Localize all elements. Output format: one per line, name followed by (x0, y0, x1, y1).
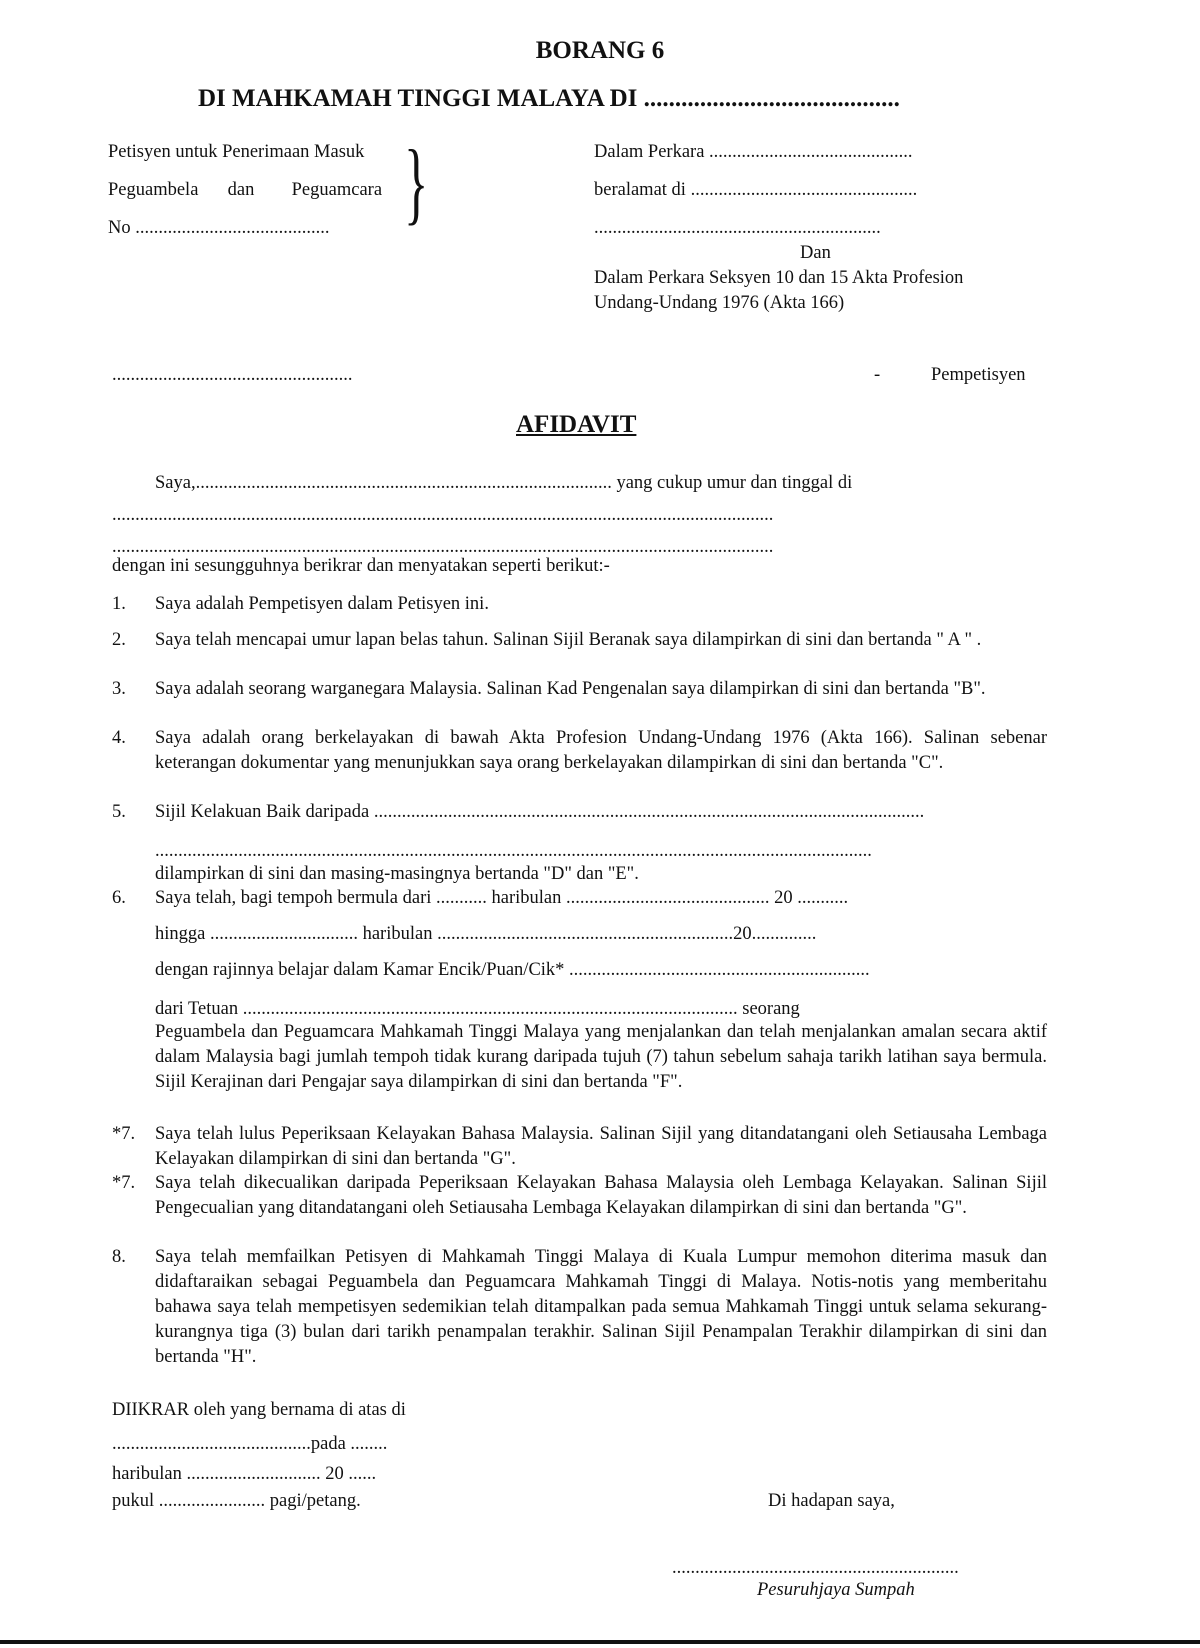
item5-line-1: Sijil Kelakuan Baik daripada ....................................................................................................................... (155, 802, 925, 822)
item-number: 2. (112, 630, 126, 650)
petitioner-dash: - (874, 365, 881, 385)
item-number: *7. (112, 1173, 136, 1193)
item-text: Saya telah mencapai umur lapan belas tahun. Salinan Sijil Beranak saya dilampirkan di sini dan bertanda " A " . (155, 630, 982, 650)
item6-line-4: dari Tetuan ........................................................................................................... seorang (155, 999, 800, 1019)
item5-line-2: ........................................................................................................................................................... (155, 841, 872, 861)
item-number: 4. (112, 728, 126, 748)
matter-blank-line: .............................................................. (594, 218, 881, 238)
item6-line-1: Saya telah, bagi tempoh bermula dari ........... haribulan ............................................ 20 ........... (155, 888, 849, 908)
petitioner-name-line: .................................................... (112, 365, 353, 385)
petition-number-line: No .......................................... (108, 218, 330, 238)
petition-word-dan: dan (227, 180, 255, 200)
intro-line-4: dengan ini sesungguhnya berikrar dan menyatakan seperti berikut:- (112, 556, 610, 576)
item5-line-3: dilampirkan di sini dan masing-masingnya bertanda "D" dan "E". (155, 864, 639, 884)
petition-word-peguambela: Peguambela (108, 180, 199, 200)
item-text: Saya adalah Pempetisyen dalam Petisyen ini. (155, 594, 489, 614)
court-heading: DI MAHKAMAH TINGGI MALAYA DI ......................................... (198, 85, 900, 112)
curly-bracket: } (404, 131, 429, 233)
petition-word-peguamcara: Peguamcara (291, 180, 383, 200)
intro-line-3: ............................................................................................................................................... (112, 537, 774, 557)
jurat-line-4: pukul ....................... pagi/petang. (112, 1491, 361, 1511)
matter-line-4: Dalam Perkara Seksyen 10 dan 15 Akta Profesion (594, 268, 964, 288)
matter-line-5: Undang-Undang 1976 (Akta 166) (594, 293, 845, 313)
item-number: 6. (112, 888, 126, 908)
before-me-label: Di hadapan saya, (768, 1491, 895, 1511)
item-number: 3. (112, 679, 126, 699)
item6-line-2: hingga ................................ haribulan ................................................................20.............. (155, 924, 817, 944)
item-number: 8. (112, 1247, 126, 1267)
petitioner-label: Pempetisyen (931, 365, 1026, 385)
jurat-line-2: ...........................................pada ........ (112, 1434, 388, 1454)
item-number: 5. (112, 802, 126, 822)
petition-line-1: Petisyen untuk Penerimaan Masuk (108, 142, 365, 162)
affidavit-heading: AFIDAVIT (516, 411, 637, 438)
item-number: *7. (112, 1124, 136, 1144)
matter-line-1: Dalam Perkara ............................................ (594, 142, 913, 162)
petition-line-2 (108, 178, 382, 203)
intro-line-1: Saya,.......................................................................................... yang cukup umur dan tinggal di (155, 473, 853, 493)
commissioner-label: Pesuruhjaya Sumpah (757, 1580, 915, 1600)
item6-line-3: dengan rajinnya belajar dalam Kamar Encik/Puan/Cik* ................................................................. (155, 960, 870, 980)
jurat-line-3: haribulan ............................. 20 ...... (112, 1464, 377, 1484)
item-text: Saya telah lulus Peperiksaan Kelayakan Bahasa Malaysia. Salinan Sijil yang ditandatangani oleh Setiausaha Lembaga Kelayakan dilampirkan di sini dan bertanda "G". (155, 1124, 1047, 1169)
item-text: Saya adalah seorang warganegara Malaysia. Salinan Kad Pengenalan saya dilampirkan di sini dan bertanda "B". (155, 679, 986, 699)
matter-and: Dan (800, 243, 831, 263)
matter-address-line: beralamat di ................................................. (594, 180, 918, 200)
item-text: Saya telah dikecualikan daripada Peperiksaan Kelayakan Bahasa Malaysia oleh Lembaga Kelayakan. Salinan Sijil Pengecualian yang ditandatangani oleh Setiausaha Lembaga Kelayakan dilampirkan di sini dan bertanda "G". (155, 1173, 1047, 1218)
item6-text: Peguambela dan Peguamcara Mahkamah Tinggi Malaya yang menjalankan dan telah menjalankan amalan secara aktif dalam Malaysia bagi jumlah tempoh tidak kurang daripada tujuh (7) tahun sebelum sahaja tarikh latihan saya bermula. Sijil Kerajinan dari Pengajar saya dilampirkan di sini dan bertanda "F". (155, 1022, 1047, 1092)
form-number: BORANG 6 (535, 37, 665, 64)
bottom-rule (0, 1640, 1200, 1644)
item-text: Saya adalah orang berkelayakan di bawah Akta Profesion Undang-Undang 1976 (Akta 166). Salinan sebenar keterangan dokumentar yang menunjukkan saya orang berkelayakan dilampirkan di sini dan bertanda "C". (155, 728, 1047, 773)
jurat-line-1: DIIKRAR oleh yang bernama di atas di (112, 1400, 406, 1420)
intro-line-2: ............................................................................................................................................... (112, 505, 774, 525)
item-number: 1. (112, 594, 126, 614)
item-text: Saya telah memfailkan Petisyen di Mahkamah Tinggi Malaya di Kuala Lumpur memohon diterima masuk dan didaftaraikan sebagai Peguambela dan Peguamcara Mahkamah Tinggi di Malaya. Notis-notis yang memberitahu bahawa saya telah mempetisyen sedemikian telah ditampalkan pada semua Mahkamah Tinggi untuk selama sekurang-kurangnya tiga (3) bulan dari tarikh penampalan terakhir. Salinan Sijil Penampalan Terakhir dilampirkan di sini dan bertanda "H". (155, 1247, 1047, 1367)
signature-line: .............................................................. (672, 1558, 959, 1578)
